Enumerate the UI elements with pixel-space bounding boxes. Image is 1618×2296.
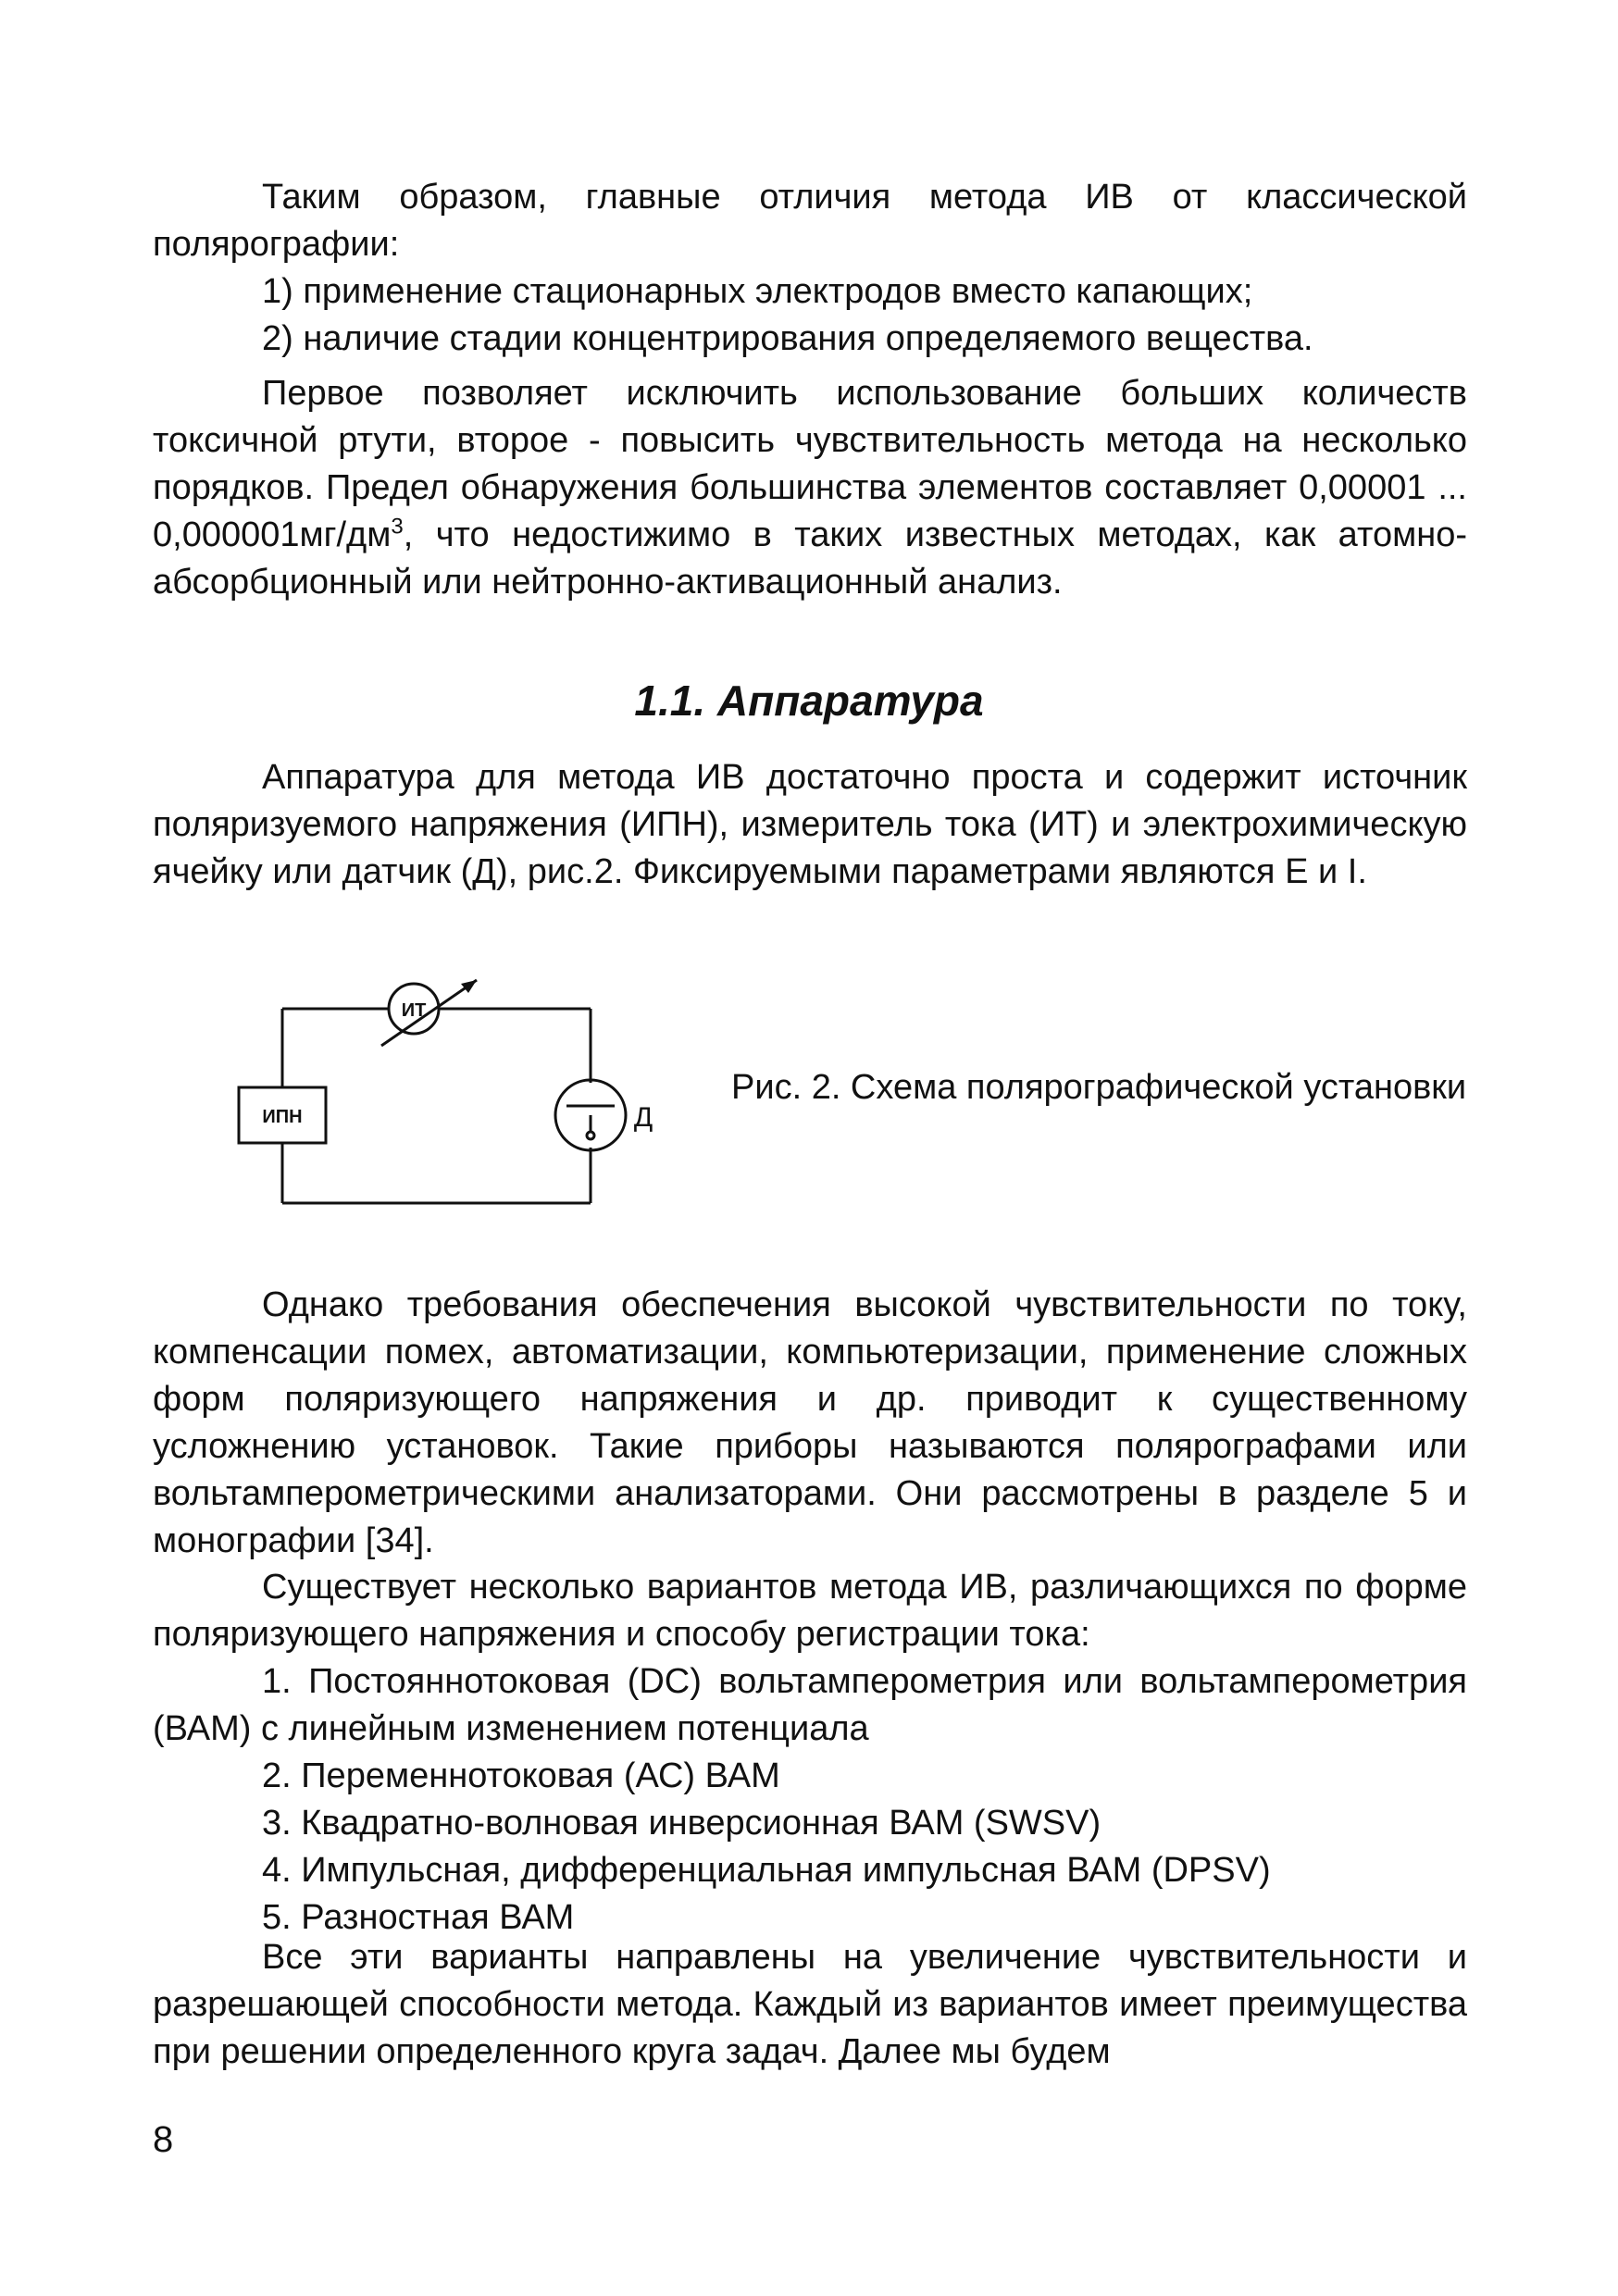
paragraph-first: [153, 370, 1467, 606]
circuit-diagram: [222, 967, 703, 1208]
intro-item-2: 2) наличие стадии концентрирования определяемого вещества.: [262, 319, 1313, 358]
intro-item-1: 1) применение стационарных электродов вместо капающих;: [262, 272, 1253, 311]
figure-caption: Рис. 2. Схема полярографической установки: [731, 1068, 1467, 1107]
source-label: ИПН: [262, 1107, 303, 1127]
paragraph-however: [153, 1282, 1467, 1565]
meter-arrow-head-icon: [461, 980, 477, 993]
cell-drop: [587, 1132, 594, 1139]
paragraph-first-main: Первое позволяет исключить использование больших количеств токсичной ртути, второе - повысить чувствительность метода на несколько порядков. Предел обнаружения большинства элементов составляет 0,00001 ... 0,000001мг/дм: [153, 374, 1467, 554]
paragraph-all-text: Все эти варианты направлены на увеличение чувствительности и разрешающей способности метода. Каждый из вариантов имеет преимущества при решении определенного круга задач. Далее мы будем: [153, 1938, 1467, 2071]
variant-item-5: 5. Разностная ВАМ: [262, 1898, 575, 1937]
intro-lead: Таким образом, главные отличия метода ИВ от классической полярографии:: [153, 178, 1467, 264]
variant-item-2: 2. Переменнотоковая (АС) ВАМ: [262, 1756, 780, 1795]
paragraph-first-tail: , что недостижимо в таких известных методах, как атомно-абсорбционный или нейтронно-активационный анализ.: [153, 515, 1467, 602]
section-heading: 1.1. Аппаратура: [634, 676, 984, 725]
page-number: 8: [153, 2119, 174, 2160]
paragraph-all: [153, 1934, 1467, 2076]
variants-section: [153, 1564, 1467, 1942]
intro-section: [153, 174, 1467, 363]
superscript-exponent: 3: [391, 514, 404, 540]
paragraph-first-text: [153, 370, 1467, 606]
variant-item-4: 4. Импульсная, дифференциальная импульсная ВАМ (DPSV): [262, 1851, 1271, 1890]
meter-label: ИТ: [401, 1000, 427, 1021]
variants-lead: Существует несколько вариантов метода ИВ, различающихся по форме поляризующего напряжения и способу регистрации тока:: [153, 1568, 1467, 1654]
sensor-label: Д: [633, 1102, 653, 1133]
section-paragraph-text: Аппаратура для метода ИВ достаточно проста и содержит источник поляризуемого напряжения (ИПН), измеритель тока (ИТ) и электрохимическую ячейку или датчик (Д), рис.2. Фиксируемыми параметрами являются Е и I.: [153, 758, 1467, 891]
paragraph-however-text: Однако требования обеспечения высокой чувствительности по току, компенсации помех, автоматизации, компьютеризации, применение сложных форм поляризующего напряжения и др. приводит к существенному усложнению установок. Такие приборы называются полярографами или вольтамперометрическими анализаторами. Они рассмотрены в разделе 5 и монографии [34].: [153, 1285, 1467, 1560]
variant-item-1: 1. Постояннотоковая (DC) вольтамперометрия или вольтамперометрия (ВАМ) с линейным изменением потенциала: [153, 1662, 1467, 1748]
section-paragraph: [153, 754, 1467, 896]
variant-item-3: 3. Квадратно-волновая инверсионная ВАМ (SWSV): [262, 1804, 1101, 1843]
